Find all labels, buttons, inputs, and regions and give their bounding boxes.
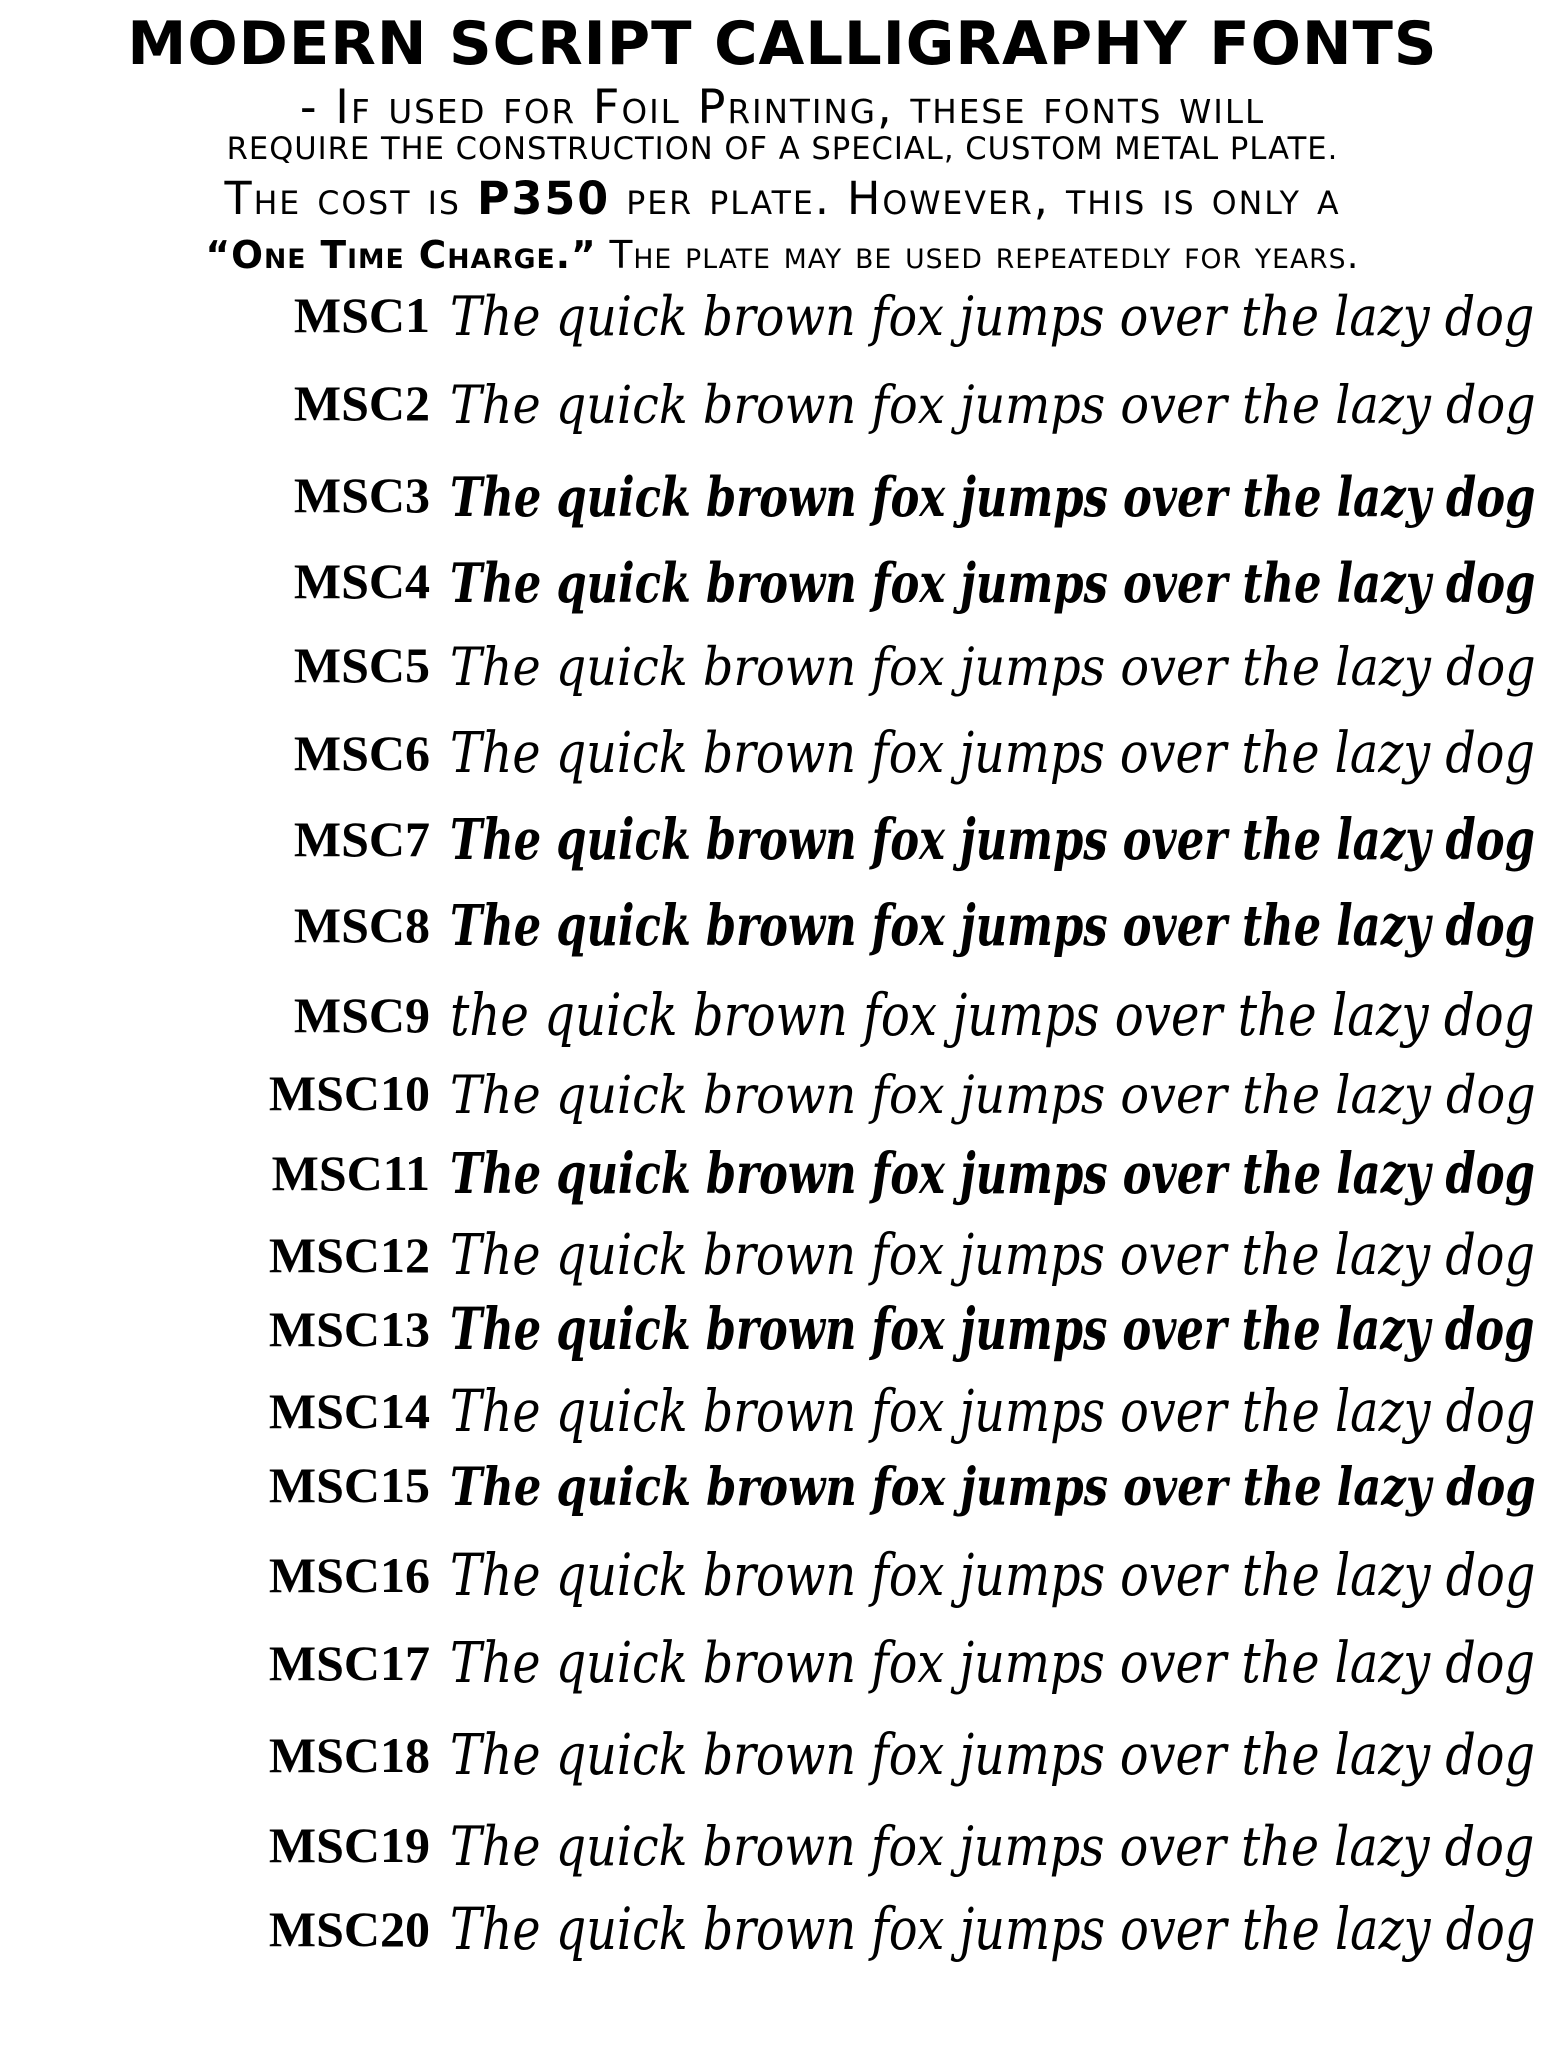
font-code: MSC7: [293, 811, 430, 867]
foil-note-line-1: - If used for Foil Printing, these fonts will: [299, 80, 1266, 135]
font-sample: The quick brown fox jumps over the lazy dog: [450, 1223, 1535, 1288]
font-code: MSC20: [268, 1901, 430, 1957]
font-sample: The quick brown fox jumps over the lazy dog: [450, 285, 1535, 348]
font-code: MSC6: [293, 725, 430, 781]
price-line-prefix: The cost is: [224, 172, 477, 225]
font-sample: The quick brown fox jumps over the lazy dog: [450, 638, 1536, 698]
font-sample: The quick brown fox jumps over the lazy dog: [450, 1631, 1535, 1696]
font-sample: The quick brown fox jumps over the lazy dog: [450, 721, 1535, 786]
font-code: MSC14: [268, 1383, 430, 1439]
font-row: [0, 452, 1565, 532]
plate-price: P350: [476, 172, 611, 225]
font-row: [0, 1368, 1565, 1448]
font-sample: The quick brown fox jumps over the lazy dog: [450, 1895, 1536, 1963]
font-sample: The quick brown fox jumps over the lazy dog: [450, 551, 1536, 615]
charge-line-rest: The plate may be used repeatedly for years.: [596, 233, 1360, 277]
font-row: [0, 796, 1565, 876]
font-sample: The quick brown fox jumps over the lazy dog: [450, 1295, 1535, 1363]
font-code: MSC18: [268, 1727, 430, 1783]
font-row: [0, 1212, 1565, 1292]
foil-note-line-2: REQUIRE THE CONSTRUCTION OF A SPECIAL, CUSTOM METAL PLATE.: [226, 131, 1339, 167]
font-sample: the quick brown fox jumps over the lazy dog: [450, 981, 1535, 1049]
font-row: [0, 1442, 1565, 1522]
font-row: [0, 1712, 1565, 1792]
font-sample: The quick brown fox jumps over the lazy dog: [450, 1377, 1536, 1445]
font-code: MSC16: [268, 1547, 430, 1603]
price-line-suffix: per plate. However, this is only a: [610, 172, 1341, 225]
font-code: MSC2: [293, 375, 430, 431]
font-row: [0, 972, 1565, 1052]
font-row: [0, 1286, 1565, 1366]
font-row: [0, 1130, 1565, 1210]
one-time-charge: “One Time Charge.”: [205, 233, 597, 277]
font-row: [0, 1886, 1565, 1966]
font-code: MSC1: [293, 287, 430, 343]
font-sample: The quick brown fox jumps over the lazy dog: [450, 1141, 1535, 1207]
font-row: [0, 1532, 1565, 1612]
font-code: MSC9: [293, 987, 430, 1043]
font-sample: The quick brown fox jumps over the lazy dog: [450, 1457, 1536, 1518]
font-code: MSC4: [293, 553, 430, 609]
font-row: [0, 1802, 1565, 1882]
font-sample: The quick brown fox jumps over the lazy dog: [450, 1541, 1536, 1609]
font-code: MSC17: [268, 1635, 430, 1691]
font-row: [0, 538, 1565, 618]
font-code: MSC5: [293, 637, 430, 693]
font-row: [0, 882, 1565, 962]
font-code: MSC11: [271, 1145, 430, 1201]
page-title: MODERN SCRIPT CALLIGRAPHY FONTS: [127, 9, 1438, 79]
font-code: MSC8: [293, 897, 430, 953]
font-sample: The quick brown fox jumps over the lazy dog: [450, 1066, 1536, 1126]
font-code: MSC15: [268, 1457, 430, 1513]
font-sample: The quick brown fox jumps over the lazy dog: [450, 1723, 1535, 1788]
font-sample: The quick brown fox jumps over the lazy dog: [450, 1815, 1535, 1878]
font-row: [0, 710, 1565, 790]
font-code: MSC12: [268, 1227, 430, 1283]
font-code: MSC13: [268, 1301, 430, 1357]
font-sample: The quick brown fox jumps over the lazy dog: [450, 893, 1535, 959]
font-sample: The quick brown fox jumps over the lazy dog: [450, 465, 1536, 529]
font-sample: The quick brown fox jumps over the lazy dog: [450, 376, 1536, 436]
font-row: [0, 622, 1565, 702]
font-code: MSC10: [268, 1065, 430, 1121]
font-row: [0, 360, 1565, 440]
font-sample: The quick brown fox jumps over the lazy dog: [450, 807, 1535, 873]
font-row: [0, 1620, 1565, 1700]
font-code: MSC19: [268, 1817, 430, 1873]
font-row: [0, 1050, 1565, 1130]
font-row: [0, 272, 1565, 352]
font-code: MSC3: [293, 467, 430, 523]
